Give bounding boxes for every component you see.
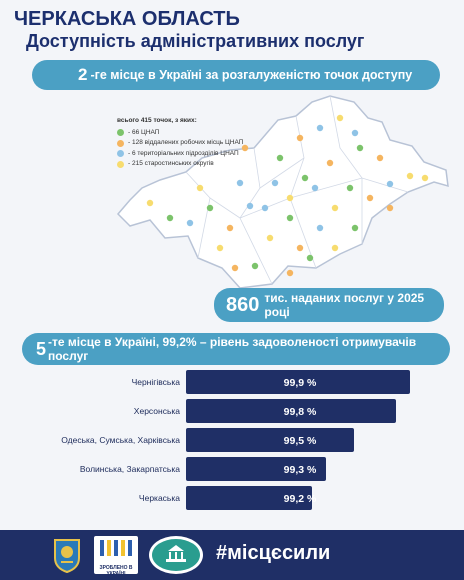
- access-point-marker: [307, 255, 313, 261]
- access-point-marker: [287, 215, 293, 221]
- rank-access-banner: [32, 60, 440, 90]
- access-point-marker: [422, 175, 428, 181]
- legend-starosta-dot: [117, 161, 124, 168]
- access-point-marker: [367, 195, 373, 201]
- access-point-marker: [167, 215, 173, 221]
- access-point-marker: [327, 160, 333, 166]
- satisfaction-bar-chart: [0, 368, 464, 518]
- access-point-marker: [197, 185, 203, 191]
- access-point-marker: [332, 205, 338, 211]
- bar-value-label: 99,2 %: [283, 493, 317, 505]
- bar-value-label: 99,8 %: [283, 406, 317, 418]
- access-point-marker: [227, 225, 233, 231]
- legend-cnap-dot: [117, 129, 124, 136]
- access-point-marker: [387, 205, 393, 211]
- access-point-marker: [387, 181, 393, 187]
- made-in-ukraine-logo: [94, 536, 138, 577]
- access-point-marker: [377, 155, 383, 161]
- legend-label: - 128 віддалених робочих місць ЦНАП: [128, 139, 244, 146]
- legend-label: - 215 старостинських округів: [128, 160, 214, 167]
- legend-heading: всього 415 точок, з яких:: [117, 117, 197, 124]
- access-point-marker: [297, 135, 303, 141]
- access-point-marker: [352, 130, 358, 136]
- access-point-marker: [347, 185, 353, 191]
- access-point-marker: [297, 245, 303, 251]
- legend-remote-dot: [117, 140, 124, 147]
- access-point-marker: [407, 173, 413, 179]
- bar-category-label: Одеська, Сумська, Харківська: [61, 435, 180, 445]
- access-point-marker: [147, 200, 153, 206]
- access-point-marker: [287, 270, 293, 276]
- legend-label: - 66 ЦНАП: [128, 128, 160, 136]
- access-point-marker: [357, 145, 363, 151]
- services-text: тис. наданих послуг у 2025 році: [264, 291, 425, 319]
- access-point-marker: [217, 245, 223, 251]
- access-point-marker: [232, 265, 238, 271]
- page-title: ЧЕРКАСЬКА ОБЛАСТЬ: [14, 8, 240, 30]
- ministry-logo: [148, 535, 204, 575]
- legend-territorial-dot: [117, 150, 124, 157]
- services-number: 860: [226, 293, 260, 316]
- access-point-marker: [317, 225, 323, 231]
- bar-category-label: Чернігівська: [131, 377, 180, 387]
- page-subtitle: Доступність адміністративних послуг: [26, 31, 365, 51]
- bar-category-label: Черкаська: [138, 493, 180, 503]
- rank-access-text: -ге місце в Україні за розгалуженістю точок доступу: [90, 68, 413, 82]
- services-banner: [214, 288, 444, 322]
- rank-satisfaction-number: 5: [36, 338, 47, 359]
- made-in-ukraine-stripes: [94, 536, 138, 560]
- access-point-marker: [332, 245, 338, 251]
- access-point-marker: [252, 263, 258, 269]
- footer-hashtag: #місцєсили: [216, 542, 331, 564]
- access-point-marker: [267, 235, 273, 241]
- coat-of-arms-logo: [52, 536, 82, 574]
- bar-category-label: Херсонська: [133, 406, 180, 416]
- legend-item: [117, 149, 243, 160]
- rank-access-number: 2: [78, 65, 88, 84]
- access-point-marker: [317, 125, 323, 131]
- access-point-marker: [287, 195, 293, 201]
- map-legend: [117, 116, 243, 170]
- access-point-marker: [337, 115, 343, 121]
- bar-value-label: 99,3 %: [283, 464, 317, 476]
- access-point-marker: [187, 220, 193, 226]
- bar-value-label: 99,5 %: [283, 435, 317, 447]
- rank-satisfaction-banner: [22, 333, 450, 365]
- access-point-marker: [302, 175, 308, 181]
- access-point-marker: [277, 155, 283, 161]
- access-point-marker: [262, 205, 268, 211]
- bar-category-label: Волинська, Закарпатська: [79, 464, 180, 474]
- legend-item: [117, 159, 243, 170]
- access-point-marker: [312, 185, 318, 191]
- access-point-marker: [272, 180, 278, 186]
- legend-label: - 6 територіальних підрозділів ЦНАП: [128, 149, 239, 157]
- made-in-ukraine-text: ЗРОБЛЕНО В УКРАЇНІ: [99, 565, 133, 577]
- legend-item: [117, 128, 243, 139]
- rank-satisfaction-text: -те місце в Україні, 99,2% – рівень задоволеності отримувачів послуг: [48, 335, 417, 363]
- access-point-marker: [247, 203, 253, 209]
- access-point-marker: [352, 225, 358, 231]
- bar-value-label: 99,9 %: [283, 377, 317, 389]
- access-point-marker: [237, 180, 243, 186]
- access-point-marker: [207, 205, 213, 211]
- bar: [186, 428, 354, 452]
- legend-item: [117, 138, 243, 149]
